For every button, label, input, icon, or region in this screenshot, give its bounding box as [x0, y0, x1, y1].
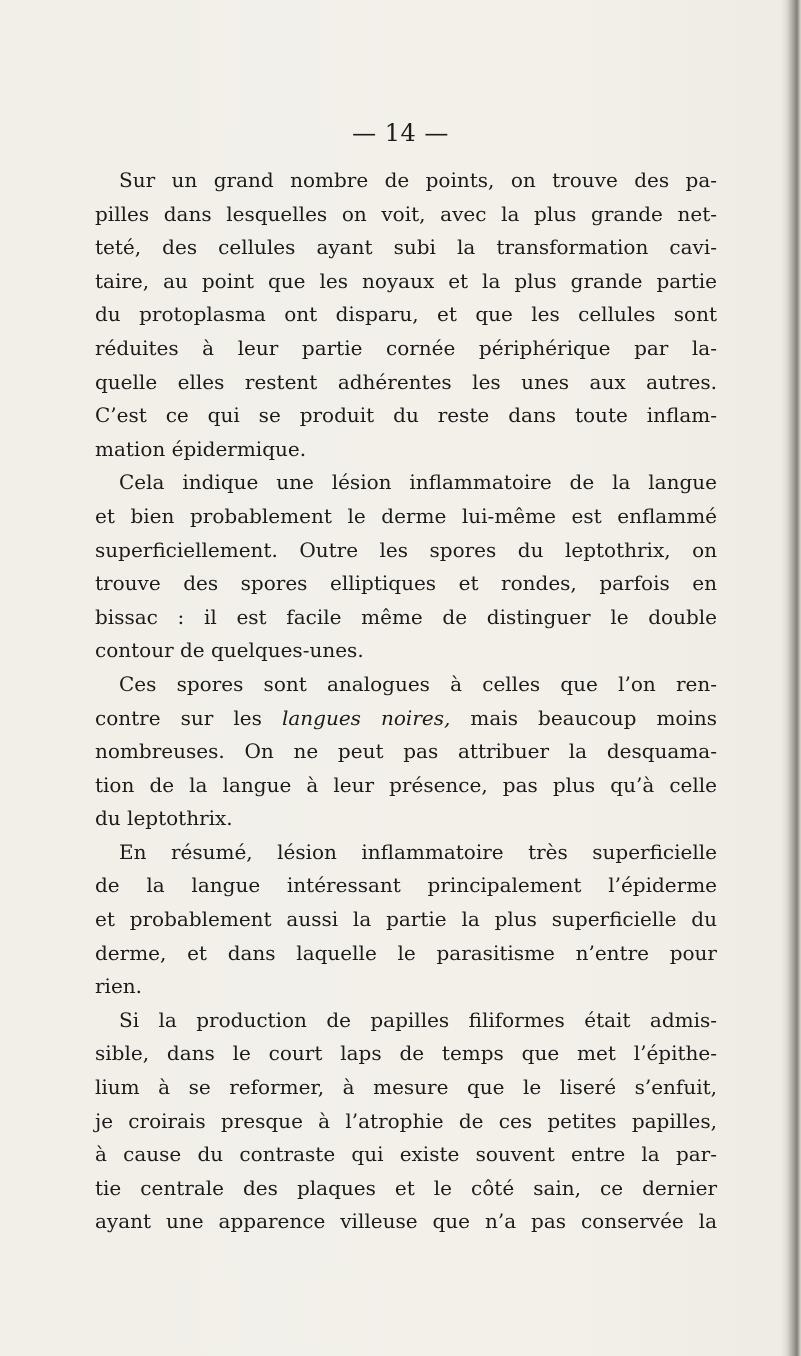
text-line: tion de la langue à leur présence, pas plus qu’à celle	[95, 772, 717, 797]
text-line: nombreuses. On ne peut pas attribuer la desquama-	[95, 739, 717, 764]
text-line: contour de quelques-unes.	[95, 638, 364, 663]
page-edge	[787, 0, 801, 1356]
text-line: En résumé, lésion inflammatoire très superficielle	[119, 839, 717, 864]
text-line: bissac : il est facile même de distinguer le double	[95, 604, 717, 629]
text-line: trouve des spores elliptiques et rondes, parfois en	[95, 571, 717, 596]
text-line: du protoplasma ont disparu, et que les cellules sont	[95, 302, 717, 327]
text-line: mation épidermique.	[95, 436, 307, 461]
body-text	[95, 164, 717, 1239]
text-line: pilles dans lesquelles on voit, avec la plus grande net-	[95, 201, 717, 226]
text-line: réduites à leur partie cornée périphérique par la-	[95, 335, 717, 360]
italic-phrase: langues noires,	[281, 705, 451, 730]
page-number: — 14 —	[352, 119, 449, 147]
text-line: de la langue intéressant principalement l’épiderme	[95, 873, 717, 898]
text-line: taire, au point que les noyaux et la plus grande partie	[95, 268, 717, 293]
text-line: quelle elles restent adhérentes les unes aux autres.	[95, 369, 717, 394]
text-line: tie centrale des plaques et le côté sain, ce dernier	[95, 1175, 717, 1200]
text-line: C’est ce qui se produit du reste dans toute inflam-	[95, 403, 717, 428]
text-line: lium à se reformer, à mesure que le liseré s’enfuit,	[95, 1075, 717, 1100]
text-line: derme, et dans laquelle le parasitisme n’entre pour	[95, 940, 717, 965]
text-line: je croirais presque à l’atrophie de ces petites papilles,	[95, 1108, 717, 1133]
text-line: et probablement aussi la partie la plus superficielle du	[95, 907, 717, 932]
text-line: superficiellement. Outre les spores du leptothrix, on	[95, 537, 717, 562]
text-segment: contre sur les	[95, 705, 262, 730]
text-line: du leptothrix.	[95, 806, 233, 831]
text-line: Sur un grand nombre de points, on trouve des pa-	[119, 168, 717, 192]
text-line: Si la production de papilles filiformes était admis-	[119, 1007, 717, 1032]
text-line: teté, des cellules ayant subi la transformation cavi-	[95, 235, 717, 260]
text-line: Cela indique une lésion inflammatoire de la langue	[119, 470, 717, 495]
text-line: ayant une apparence villeuse que n’a pas conservée la	[95, 1209, 717, 1234]
text-line-with-italic	[95, 702, 717, 736]
text-line: et bien probablement le derme lui-même est enflammé	[95, 503, 717, 528]
text-line: à cause du contraste qui existe souvent entre la par-	[95, 1142, 717, 1167]
text-line: rien.	[95, 974, 143, 999]
text-segment: mais beaucoup moins	[470, 705, 717, 730]
text-line: sible, dans le court laps de temps que met l’épithe-	[95, 1041, 717, 1066]
text-line: Ces spores sont analogues à celles que l’on ren-	[119, 671, 717, 696]
